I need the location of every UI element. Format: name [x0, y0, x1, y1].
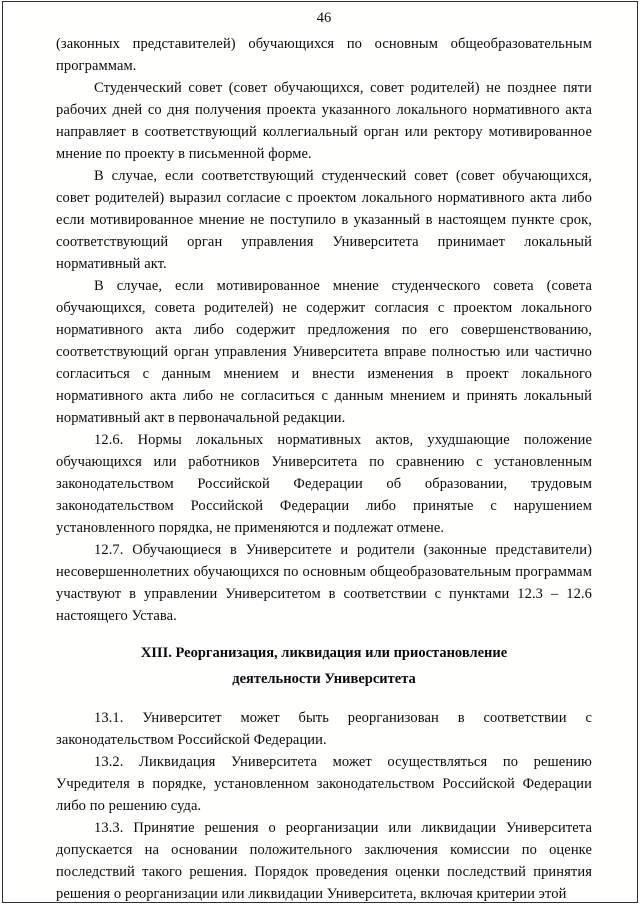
section-heading-xiii — [56, 640, 592, 692]
section-heading-line-2: деятельности Университета — [232, 671, 416, 687]
paragraph-clause-13-1: 13.1. Университет может быть реорганизован в соответствии с законодательством Российской Федерации. — [56, 710, 592, 748]
paragraph-clause-12-6: 12.6. Нормы локальных нормативных актов, ухудшающие положение обучающихся или работников Университета по сравнению с установленным законодательством Российской Федерации об образовании, трудовым законодательством Российской Федерации либо принятые с нарушением установленного порядка, не применяются и подлежат отмене. — [56, 432, 592, 536]
document-page — [2, 1, 638, 903]
page-number: 46 — [316, 10, 332, 26]
paragraph-clause-13-2: 13.2. Ликвидация Университета может осуществляться по решению Учредителя в порядке, установленном законодательством Российской Федерации либо по решению суда. — [56, 754, 592, 814]
paragraph-disagreement-case: В случае, если мотивированное мнение студенческого совета (совета обучающихся, совета родителей) не содержит согласия с проектом локального нормативного акта либо содержит предложения по его совершенствованию, соответствующий орган управления Университета вправе полностью или частично согласиться с данным мнением и внести изменения в проект локального нормативного акта либо не согласиться с данным мнением и принять локальный нормативный акт в первоначальной редакции. — [56, 278, 592, 426]
section-heading-line-1: XIII. Реорганизация, ликвидация или приостановление — [140, 645, 508, 661]
paragraph-clause-12-7: 12.7. Обучающиеся в Университете и родители (законные представители) несовершеннолетних обучающихся по основным общеобразовательным программам участвуют в управлении Университетом в соответствии с пунктами 12.3 – 12.6 настоящего Устава. — [56, 542, 592, 624]
paragraph-student-council: Студенческий совет (совет обучающихся, совет родителей) не позднее пяти рабочих дней со дня получения проекта указанного локального нормативного акта направляет в соответствующий коллегиальный орган или ректору мотивированное мнение по проекту в письменной форме. — [56, 80, 592, 162]
paragraph-continuation: (законных представителей) обучающихся по основным общеобразовательным программам. — [56, 36, 592, 74]
paragraph-agreement-case: В случае, если соответствующий студенческий совет (совет обучающихся, совет родителей) выразил согласие с проектом локального нормативного акта либо если мотивированное мнение не поступило в указанный в настоящем пункте срок, соответствующий орган управления Университета принимает локальный нормативный акт. — [56, 168, 592, 272]
paragraph-clause-13-3: 13.3. Принятие решения о реорганизации или ликвидации Университета допускается на основании положительного заключения комиссии по оценке последствий такого решения. Порядок проведения оценки последствий принятия решения о реорганизации или ликвидации Университета, включая критерии этой — [56, 820, 592, 902]
